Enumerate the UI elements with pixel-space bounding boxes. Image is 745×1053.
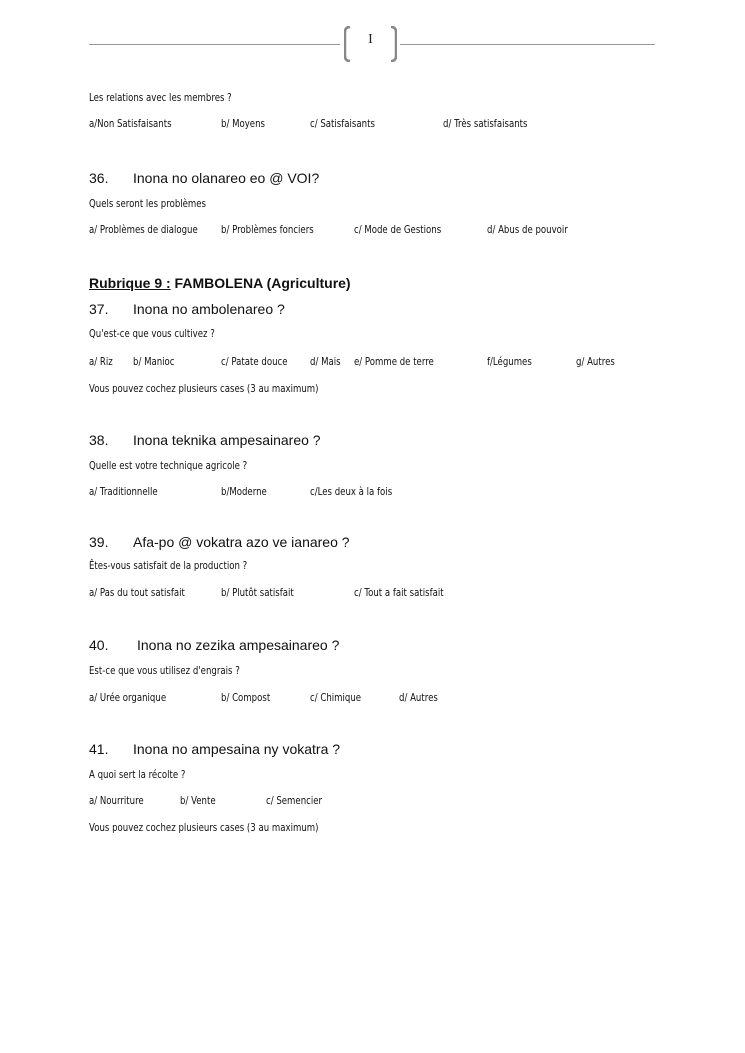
q38-fr-text: Quelle est votre technique agricole ? <box>89 459 248 472</box>
q41-number: 41. <box>89 741 109 757</box>
q41-option-a: a/ Nourriture <box>89 794 144 807</box>
q39-option-c: c/ Tout a fait satisfait <box>354 586 444 599</box>
q36-mg-text: Inona no olanareo eo @ VOI? <box>133 170 320 186</box>
q39-fr-text: Êtes-vous satisfait de la production ? <box>89 559 248 572</box>
page-number-box <box>344 26 397 62</box>
q35-option-c: c/ Satisfaisants <box>310 117 375 130</box>
q38-option-b: b/Moderne <box>221 485 267 498</box>
q40-option-c: c/ Chimique <box>310 691 362 704</box>
q35-option-b: b/ Moyens <box>221 117 265 130</box>
q37-option-f: f/Légumes <box>487 355 532 368</box>
q35-option-d: d/ Très satisfaisants <box>443 117 528 130</box>
rubrique-heading <box>89 275 351 291</box>
q35-option-a: a/Non Satisfaisants <box>89 117 172 130</box>
header-rule-left <box>89 44 340 45</box>
q37-number: 37. <box>89 301 109 317</box>
q38-mg-text: Inona teknika ampesainareo ? <box>133 432 321 448</box>
q37-option-b: b/ Manioc <box>133 355 175 368</box>
q40-fr-text: Est-ce que vous utilisez d'engrais ? <box>89 664 240 677</box>
q37-mg-text: Inona no ambolenareo ? <box>133 301 285 317</box>
q37-option-g: g/ Autres <box>576 355 615 368</box>
q39-option-b: b/ Plutôt satisfait <box>221 586 294 599</box>
header-rule-right <box>400 44 655 45</box>
q38-option-c: c/Les deux à la fois <box>310 485 393 498</box>
rubrique-label: Rubrique 9 : <box>89 275 171 291</box>
q40-option-b: b/ Compost <box>221 691 271 704</box>
q37-note: Vous pouvez cochez plusieurs cases (3 au maximum) <box>89 382 319 395</box>
q40-number: 40. <box>89 637 109 653</box>
q35-fr-text: Les relations avec les membres ? <box>89 91 232 104</box>
q41-option-c: c/ Semencier <box>266 794 323 807</box>
q36-option-b: b/ Problèmes fonciers <box>221 223 314 236</box>
q36-option-a: a/ Problèmes de dialogue <box>89 223 198 236</box>
q41-mg-text: Inona no ampesaina ny vokatra ? <box>133 741 341 757</box>
rubrique-title: FAMBOLENA (Agriculture) <box>170 275 351 291</box>
q36-number: 36. <box>89 170 109 186</box>
q37-option-e: e/ Pomme de terre <box>354 355 434 368</box>
q37-option-d: d/ Mais <box>310 355 341 368</box>
q40-option-d: d/ Autres <box>399 691 438 704</box>
q38-number: 38. <box>89 432 109 448</box>
q36-option-d: d/ Abus de pouvoir <box>487 223 568 236</box>
q38-option-a: a/ Traditionnelle <box>89 485 158 498</box>
page-number: I <box>368 32 373 47</box>
q37-option-c: c/ Patate douce <box>221 355 288 368</box>
q37-fr-text: Qu'est-ce que vous cultivez ? <box>89 327 215 340</box>
q40-mg-text: Inona no zezika ampesainareo ? <box>137 637 340 653</box>
q41-option-b: b/ Vente <box>180 794 216 807</box>
q37-option-a: a/ Riz <box>89 355 113 368</box>
q41-note: Vous pouvez cochez plusieurs cases (3 au maximum) <box>89 821 319 834</box>
q36-option-c: c/ Mode de Gestions <box>354 223 442 236</box>
q39-option-a: a/ Pas du tout satisfait <box>89 586 185 599</box>
q39-mg-text: Afa-po @ vokatra azo ve ianareo ? <box>133 534 350 550</box>
q39-number: 39. <box>89 534 109 550</box>
q36-fr-text: Quels seront les problèmes <box>89 197 207 210</box>
q41-fr-text: A quoi sert la récolte ? <box>89 768 186 781</box>
q40-option-a: a/ Urée organique <box>89 691 167 704</box>
